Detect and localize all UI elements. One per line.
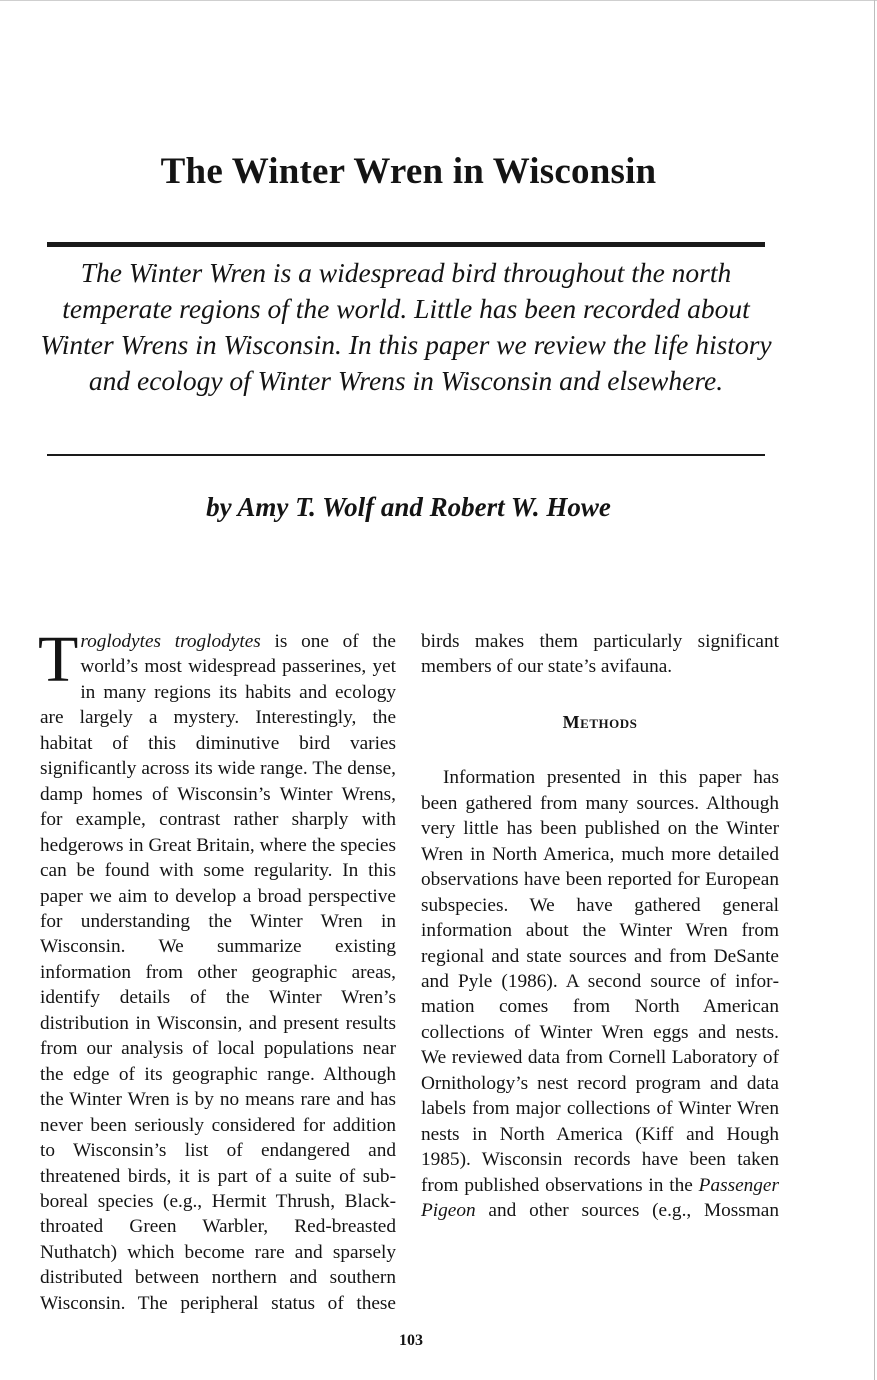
page-right-edge — [874, 0, 875, 1380]
title-rule-thick — [47, 242, 765, 247]
methods-paragraph: Information presented in this paper has been gathered from many sources. Although very little has been published on the Winter Wren in North America, much more detailed observations have been reported for European subspecies. We have gathered general information about the Winter Wren from regional and state sources and from DeSante and Pyle (1986). A second source of information comes from North American collections of Winter Wren eggs and nests. We reviewed data from Cornell Laboratory of Ornithology’s nest record program and data labels from major collections of Winter Wren nests in North America (Kiff and Hough 1985). Wisconsin records have been taken from published observations in the Passenger Pigeon and other sources (e.g., Mossman — [421, 767, 779, 1222]
abstract-rule-thin — [47, 454, 765, 456]
intro-paragraph-continued: birds makes them particularly significant members of our state’s avifauna. — [421, 631, 779, 678]
body-column-left — [38, 623, 396, 1316]
body-column-right — [421, 629, 779, 1224]
methods-heading: Methods — [562, 711, 638, 732]
drop-cap: T — [38, 623, 79, 696]
article-title: The Winter Wren in Wisconsin — [160, 151, 657, 192]
species-name: roglodytes troglodytes — [80, 631, 261, 652]
article-abstract: The Winter Wren is a widespread bird throughout the north temperate regions of the world. Little has been recorded about Winter Wrens in Wisconsin. In this paper we review the life history and ecology of Winter Wrens in Wisconsin and elsewhere. — [40, 257, 772, 396]
intro-paragraph: Troglodytes troglodytes is one of the world’s most widespread passerines, yet in many regions its habits and ecology are largely a mystery. Interestingly, the habitat of this diminutive bird varies significantly across its wide range. The dense, damp homes of Wisconsin’s Winter Wrens, for example, contrast rather sharply with hedgerows in Great Britain, where the species can be found with some regularity. In this paper we aim to develop a broad perspective for understanding the Winter Wren in Wisconsin. We summarize existing information from other geographic areas, identify details of the Winter Wren’s distribution in Wisconsin, and present results from our analysis of local populations near the edge of its geographic range. Although the Winter Wren is by no means rare and has never been seriously considered for addition to Wisconsin’s list of endangered and threatened birds, it is part of a suite of sub-boreal species (e.g., Hermit Thrush, Black-throated Green Warbler, Red-breasted Nuthatch) which become rare and sparsely distributed between northern and southern Wisconsin. The peripheral status of these — [38, 623, 396, 1314]
author-byline: by Amy T. Wolf and Robert W. Howe — [206, 492, 611, 522]
page-top-edge — [0, 0, 877, 1]
journal-name: Passenger Pigeon — [421, 1174, 779, 1222]
page-number: 103 — [399, 1332, 423, 1349]
